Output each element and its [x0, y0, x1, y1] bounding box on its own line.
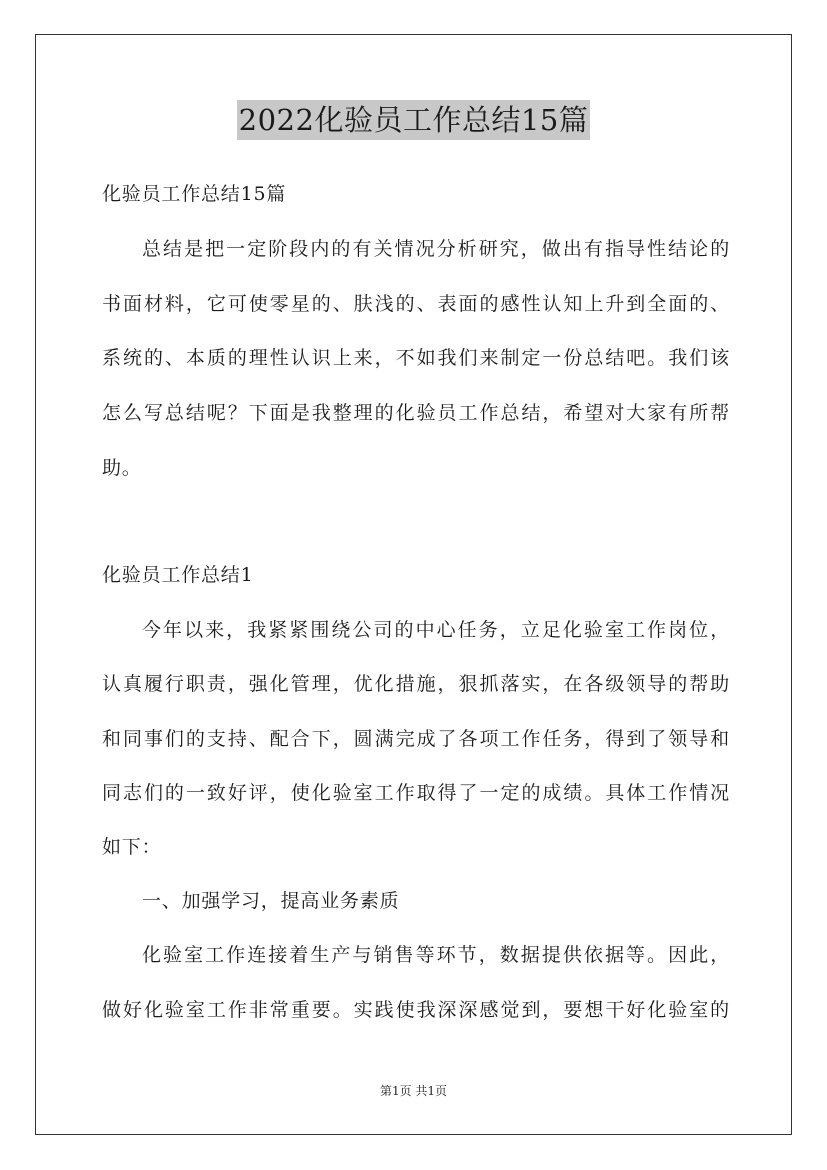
subsection-heading: 一、加强学习，提高业务素质 — [142, 890, 400, 912]
document-title — [0, 100, 827, 140]
paragraph-line: 系统的、本质的理性认识上来，不如我们来制定一份总结吧。我们该 — [102, 347, 730, 369]
paragraph-line: 怎么写总结呢？下面是我整理的化验员工作总结，希望对大家有所帮 — [102, 402, 730, 424]
paragraph-line: 做好化验室工作非常重要。实践使我深深感觉到，要想干好化验室的 — [102, 999, 730, 1021]
paragraph-line: 和同事们的支持、配合下，圆满完成了各项工作任务，得到了领导和 — [102, 728, 730, 750]
paragraph-line: 总结是把一定阶段内的有关情况分析研究，做出有指导性结论的 — [142, 238, 730, 260]
paragraph-line: 同志们的一致好评，使化验室工作取得了一定的成绩。具体工作情况 — [102, 782, 730, 804]
paragraph-line: 认真履行职责，强化管理，优化措施，狠抓落实，在各级领导的帮助 — [102, 673, 730, 695]
paragraph-line: 化验室工作连接着生产与销售等环节，数据提供依据等。因此， — [142, 944, 730, 966]
document-title-text: 2022化验员工作总结15篇 — [237, 100, 591, 140]
paragraph-line: 助。 — [102, 457, 142, 479]
paragraph-line: 今年以来，我紧紧围绕公司的中心任务，立足化验室工作岗位， — [142, 619, 730, 641]
paragraph-line: 如下： — [102, 836, 162, 858]
paragraph-line: 书面材料，它可使零星的、肤浅的、表面的感性认知上升到全面的、 — [102, 293, 730, 315]
section-heading: 化验员工作总结1 — [102, 564, 254, 586]
page-footer: 第1页 共1页 — [379, 1084, 448, 1098]
subtitle-line: 化验员工作总结15篇 — [102, 183, 287, 205]
